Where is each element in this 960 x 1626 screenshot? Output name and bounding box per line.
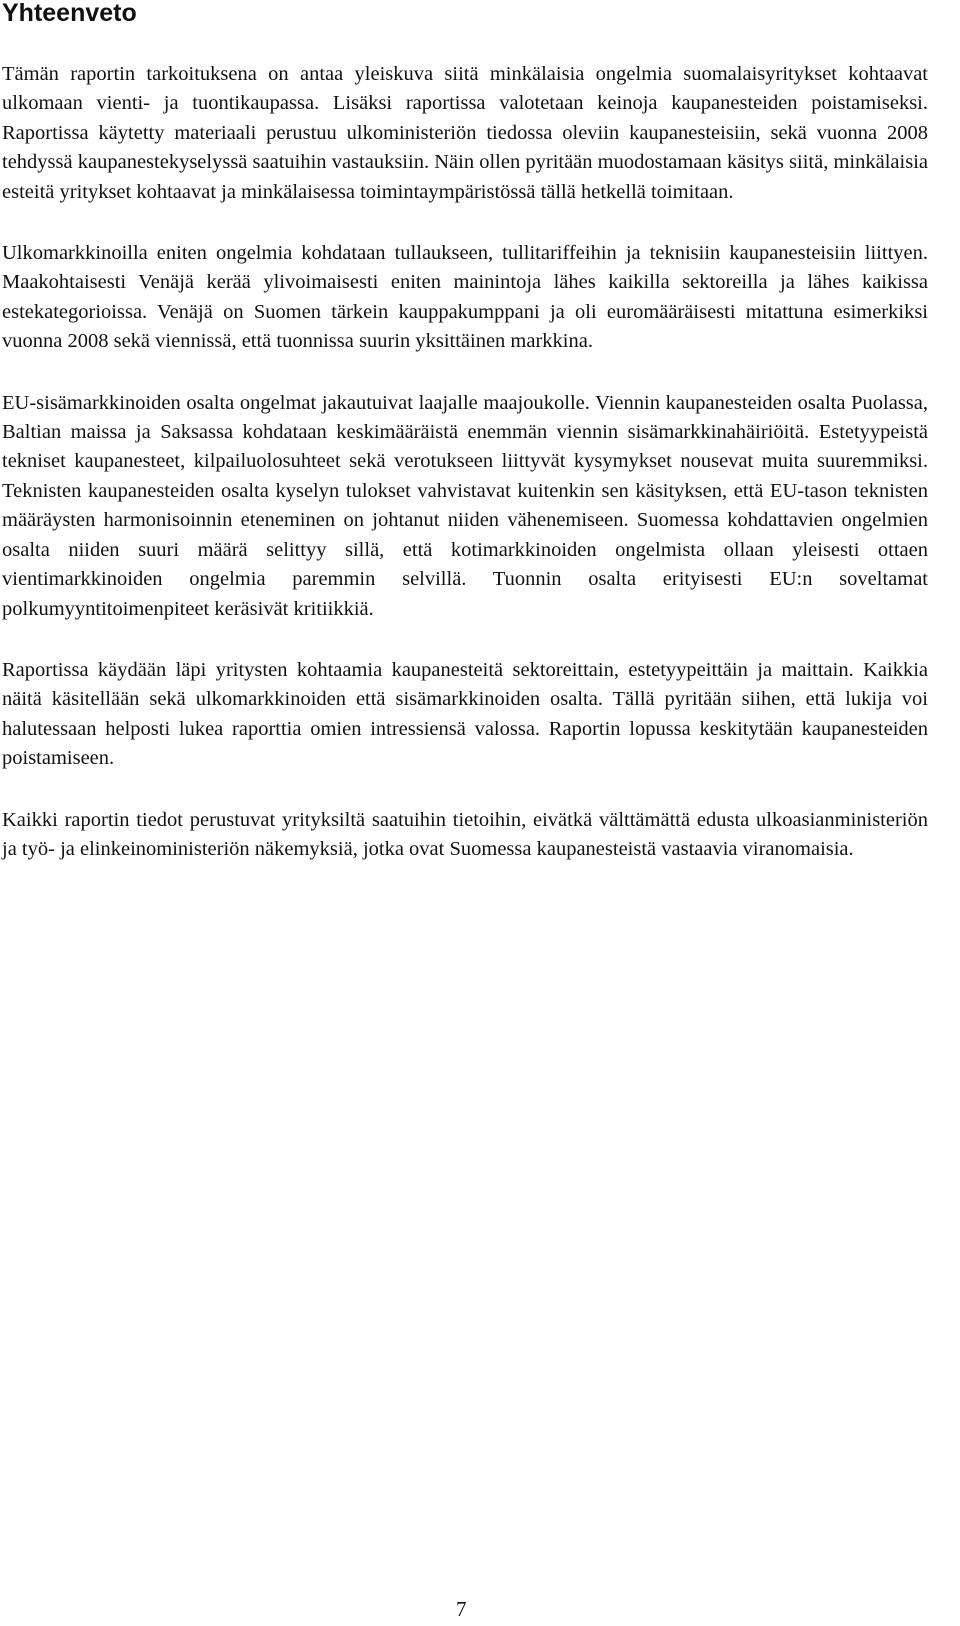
body-text bbox=[2, 60, 928, 896]
paragraph-foreign-markets: Ulkomarkkinoilla eniten ongelmia kohdataan tullaukseen, tullitariffeihin ja teknisiin kaupanesteisiin liittyen. Maakohtaisesti Venäjä kerää ylivoimaisesti eniten mainintoja lähes kaikilla sektoreilla ja lähes kaikissa estekategorioissa. Venäjä on Suomen tärkein kauppakumppani ja oli euromääräisesti mitattuna esimerkiksi vuonna 2008 sekä viennissä, että tuonnissa suurin yksittäinen markkina. bbox=[2, 242, 928, 353]
paragraph-intro: Tämän raportin tarkoituksena on antaa yleiskuva siitä minkälaisia ongelmia suomalaisyritykset kohtaavat ulkomaan vienti- ja tuontikaupassa. Lisäksi raportissa valotetaan keinoja kaupanesteiden poistamiseksi. Raportissa käytetty materiaali perustuu ulkoministeriön tiedossa oleviin kaupanesteisiin, sekä vuonna 2008 tehdyssä kaupanestekyselyssä saatuihin vastauksiin. Näin ollen pyritään muodostamaan käsitys siitä, minkälaisia esteitä yritykset kohtaavat ja minkälaisessa toimintaympäristössä tällä hetkellä toimitaan. bbox=[2, 63, 928, 203]
page-number: 7 bbox=[456, 1597, 467, 1621]
page-title: Yhteenveto bbox=[2, 0, 137, 27]
paragraph-report-structure: Raportissa käydään läpi yritysten kohtaamia kaupanesteitä sektoreittain, estetyypeittäin ja maittain. Kaikkia näitä käsitellään sekä ulkomarkkinoiden että sisämarkkinoiden osalta. Tällä pyritään siihen, että lukija voi halutessaan helposti lukea raporttia omien intressiensä valossa. Raportin lopussa keskitytään kaupanesteiden poistamiseen. bbox=[2, 658, 928, 770]
paragraph-disclaimer: Kaikki raportin tiedot perustuvat yrityksiltä saatuihin tietoihin, eivätkä välttämättä edusta ulkoasianministeriön ja työ- ja elinkeinoministeriön näkemyksiä, jotka ovat Suomessa kaupanesteistä vastaavia viranomaisia. bbox=[2, 808, 928, 860]
paragraph-eu-internal-market: EU-sisämarkkinoiden osalta ongelmat jakautuivat laajalle maajoukolle. Viennin kaupanesteiden osalta Puolassa, Baltian maissa ja Saksassa kohdataan keskimääräistä enemmän viennin sisämarkkinahäiriöitä. Estetyypeistä tekniset kaupanesteet, kilpailuolosuhteet sekä verotukseen liittyvät kysymykset nousevat muita suuremmiksi. Teknisten kaupanesteiden osalta kyselyn tulokset vahvistavat kuitenkin sen käsityksen, että EU-tason teknisten määräysten harmonisoinnin eteneminen on johtanut niiden vähenemiseen. Suomessa kohdattavien ongelmien osalta niiden suuri määrä selittyy sillä, että kotimarkkinoiden ongelmista ollaan yleisesti ottaen vientimarkkinoiden ongelmia paremmin selvillä. Tuonnin osalta erityisesti EU:n soveltamat polkumyyntitoimenpiteet keräsivät kritiikkiä. bbox=[2, 391, 928, 620]
